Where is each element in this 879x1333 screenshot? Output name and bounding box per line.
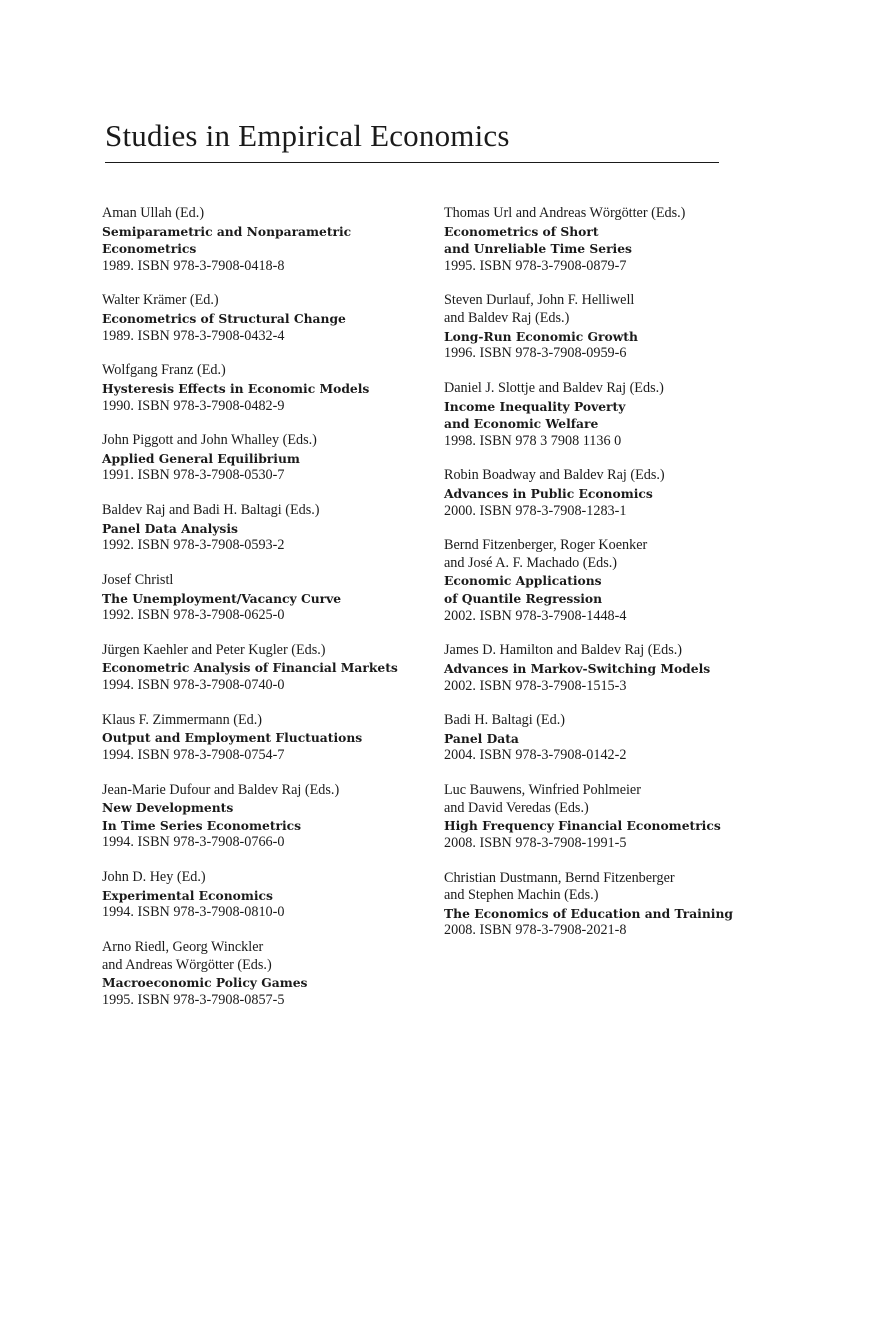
book-authors: and David Veredas (Eds.)	[444, 799, 589, 816]
book-title: Output and Employment Fluctuations	[102, 730, 363, 746]
book-authors: Christian Dustmann, Bernd Fitzenberger	[444, 869, 675, 886]
book-entry	[102, 642, 427, 695]
book-title: of Quantile Regression	[444, 591, 603, 607]
book-publication: 1994. ISBN 978-3-7908-0754-7	[102, 746, 285, 763]
book-authors: John D. Hey (Ed.)	[102, 869, 206, 886]
book-publication: 1989. ISBN 978-3-7908-0432-4	[102, 327, 285, 344]
book-authors: Baldev Raj and Badi H. Baltagi (Eds.)	[102, 502, 320, 519]
book-publication: 1998. ISBN 978 3 7908 1136 0	[444, 432, 622, 449]
book-entry	[444, 467, 744, 520]
book-title: Economic Applications	[444, 573, 602, 589]
book-publication: 2004. ISBN 978-3-7908-0142-2	[444, 747, 627, 764]
title-divider	[105, 162, 719, 163]
book-authors: Bernd Fitzenberger, Roger Koenker	[444, 537, 648, 554]
book-entry	[102, 502, 427, 555]
book-publication: 2008. ISBN 978-3-7908-1991-5	[444, 834, 627, 851]
book-publication: 1991. ISBN 978-3-7908-0530-7	[102, 467, 285, 484]
book-title: Semiparametric and Nonparametric	[102, 223, 352, 239]
book-authors: Badi H. Baltagi (Ed.)	[444, 712, 565, 729]
book-title: The Economics of Education and Training	[444, 905, 734, 921]
book-authors: Luc Bauwens, Winfried Pohlmeier	[444, 782, 641, 799]
book-title: Advances in Public Economics	[444, 486, 653, 501]
book-authors: Walter Krämer (Ed.)	[102, 292, 219, 309]
book-publication: 2002. ISBN 978-3-7908-1515-3	[444, 677, 627, 694]
book-authors: Wolfgang Franz (Ed.)	[102, 362, 226, 379]
book-authors: Robin Boadway and Baldev Raj (Eds.)	[444, 467, 665, 484]
book-entry	[102, 432, 427, 485]
book-title: Long-Run Economic Growth	[444, 328, 638, 344]
book-title: Panel Data	[444, 730, 519, 746]
book-publication: 1995. ISBN 978-3-7908-0879-7	[444, 257, 627, 274]
book-authors: and Stephen Machin (Eds.)	[444, 887, 599, 904]
book-title: New Developments	[102, 800, 234, 816]
book-entry	[102, 205, 427, 275]
book-title: Applied General Equilibrium	[102, 450, 300, 466]
book-entry	[102, 869, 427, 922]
book-title: Econometric Analysis of Financial Markets	[102, 660, 398, 676]
book-entry	[102, 939, 427, 1009]
book-entry	[444, 712, 744, 765]
book-authors: Arno Riedl, Georg Winckler	[102, 938, 264, 955]
book-authors: John Piggott and John Whalley (Eds.)	[102, 432, 317, 449]
book-entry	[102, 712, 427, 765]
book-title: The Unemployment/Vacancy Curve	[102, 590, 342, 606]
book-publication: 1994. ISBN 978-3-7908-0810-0	[102, 904, 285, 921]
book-authors: Thomas Url and Andreas Wörgötter (Eds.)	[444, 205, 686, 221]
book-entry	[102, 362, 427, 415]
book-title: and Economic Welfare	[444, 416, 599, 432]
book-title: Econometrics of Short	[444, 223, 599, 239]
book-entry	[444, 537, 744, 625]
book-entry	[444, 205, 744, 275]
page-title: Studies in Empirical Economics	[105, 118, 510, 153]
book-authors: Jean-Marie Dufour and Baldev Raj (Eds.)	[102, 781, 340, 798]
book-authors: Josef Christl	[102, 571, 174, 588]
book-publication: 2002. ISBN 978-3-7908-1448-4	[444, 607, 627, 624]
book-authors: and Baldev Raj (Eds.)	[444, 310, 570, 327]
book-publication: 1994. ISBN 978-3-7908-0766-0	[102, 834, 285, 851]
book-authors: Steven Durlauf, John F. Helliwell	[444, 292, 635, 309]
book-entry	[444, 642, 744, 695]
book-title: Experimental Economics	[102, 887, 273, 903]
book-authors: Jürgen Kaehler and Peter Kugler (Eds.)	[102, 641, 326, 658]
book-authors: Aman Ullah (Ed.)	[102, 205, 205, 221]
book-title: Econometrics	[102, 241, 197, 257]
book-title: Advances in Markov-Switching Models	[444, 660, 711, 676]
book-entry	[444, 870, 744, 940]
book-entry	[102, 292, 427, 345]
book-authors: and Andreas Wörgötter (Eds.)	[102, 956, 272, 973]
right-column	[444, 205, 744, 957]
book-authors: Daniel J. Slottje and Baldev Raj (Eds.)	[444, 379, 664, 396]
book-title: Macroeconomic Policy Games	[102, 975, 308, 991]
book-entry	[102, 572, 427, 625]
book-publication: 1994. ISBN 978-3-7908-0740-0	[102, 677, 285, 694]
book-publication: 1992. ISBN 978-3-7908-0625-0	[102, 607, 285, 624]
book-publication: 2008. ISBN 978-3-7908-2021-8	[444, 922, 627, 939]
book-title: Econometrics of Structural Change	[102, 311, 346, 327]
book-authors: James D. Hamilton and Baldev Raj (Eds.)	[444, 642, 682, 659]
book-title: Panel Data Analysis	[102, 520, 238, 536]
book-title: Hysteresis Effects in Economic Models	[102, 380, 370, 396]
book-authors: Klaus F. Zimmermann (Ed.)	[102, 711, 263, 728]
book-publication: 1996. ISBN 978-3-7908-0959-6	[444, 345, 627, 362]
left-column	[102, 205, 427, 1026]
book-title: In Time Series Econometrics	[102, 817, 302, 833]
book-title: High Frequency Financial Econometrics	[444, 818, 721, 834]
book-entry	[102, 782, 427, 852]
book-title: and Unreliable Time Series	[444, 241, 632, 257]
book-publication: 1992. ISBN 978-3-7908-0593-2	[102, 537, 285, 554]
book-entry	[444, 292, 744, 362]
book-entry	[444, 782, 744, 852]
book-authors: and José A. F. Machado (Eds.)	[444, 554, 618, 571]
book-publication: 2000. ISBN 978-3-7908-1283-1	[444, 502, 627, 519]
book-title: Income Inequality Poverty	[444, 398, 626, 414]
book-publication: 1990. ISBN 978-3-7908-0482-9	[102, 397, 285, 414]
book-publication: 1995. ISBN 978-3-7908-0857-5	[102, 991, 285, 1008]
book-publication: 1989. ISBN 978-3-7908-0418-8	[102, 257, 285, 274]
book-entry	[444, 380, 744, 450]
